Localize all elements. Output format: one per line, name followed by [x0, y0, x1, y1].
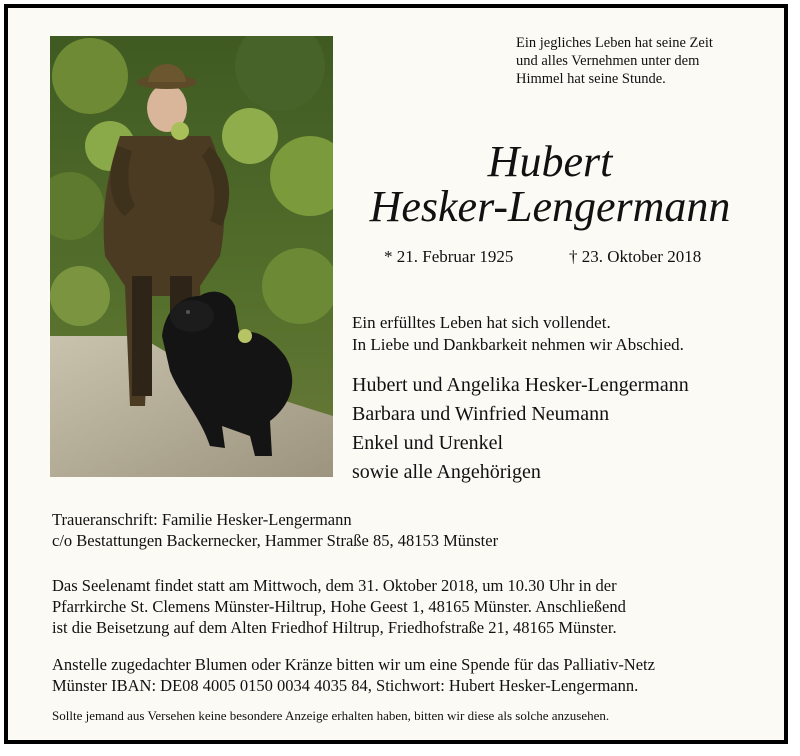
deceased-last-name: Hesker-Lengermann	[369, 182, 731, 231]
service-line: Das Seelenamt findet statt am Mittwoch, dem 31. Oktober 2018, um 10.30 Uhr in der	[52, 576, 617, 595]
mourner-line: Enkel und Urenkel	[352, 432, 504, 454]
portrait-photo	[50, 36, 333, 477]
death-date: † 23. Oktober 2018	[569, 247, 702, 266]
address-line: c/o Bestattungen Backernecker, Hammer Straße 85, 48153 Münster	[52, 531, 499, 550]
portrait-illustration	[50, 36, 333, 477]
mourner-line: Hubert und Angelika Hesker-Lengermann	[352, 374, 689, 396]
address-line: Traueranschrift: Familie Hesker-Lengermann	[52, 510, 352, 529]
deceased-first-name: Hubert	[487, 137, 613, 186]
motto-line: und alles Vernehmen unter dem	[516, 53, 700, 69]
donation-line: Münster IBAN: DE08 4005 0150 0034 4035 84, Stichwort: Hubert Hesker-Lengermann.	[52, 676, 639, 695]
motto-verse	[516, 34, 766, 88]
service-line: ist die Beisetzung auf dem Alten Friedhof Hiltrup, Friedhofstraße 21, 48165 Münster.	[52, 618, 617, 637]
footer-note: Sollte jemand aus Versehen keine besondere Anzeige erhalten haben, bitten wir diese als solche anzusehen.	[52, 708, 610, 723]
lead-text-line: In Liebe und Dankbarkeit nehmen wir Abschied.	[352, 335, 684, 354]
birth-date: * 21. Februar 1925	[384, 247, 514, 266]
lead-text-line: Ein erfülltes Leben hat sich vollendet.	[352, 313, 611, 332]
mourner-line: Barbara und Winfried Neumann	[352, 403, 610, 425]
mourner-line: sowie alle Angehörigen	[352, 461, 541, 483]
motto-line: Himmel hat seine Stunde.	[516, 71, 666, 87]
motto-line: Ein jegliches Leben hat seine Zeit	[516, 35, 713, 51]
service-line: Pfarrkirche St. Clemens Münster-Hiltrup, Hohe Geest 1, 48165 Münster. Anschließend	[52, 597, 626, 616]
donation-line: Anstelle zugedachter Blumen oder Kränze bitten wir um eine Spende für das Palliativ-Netz	[52, 655, 655, 674]
